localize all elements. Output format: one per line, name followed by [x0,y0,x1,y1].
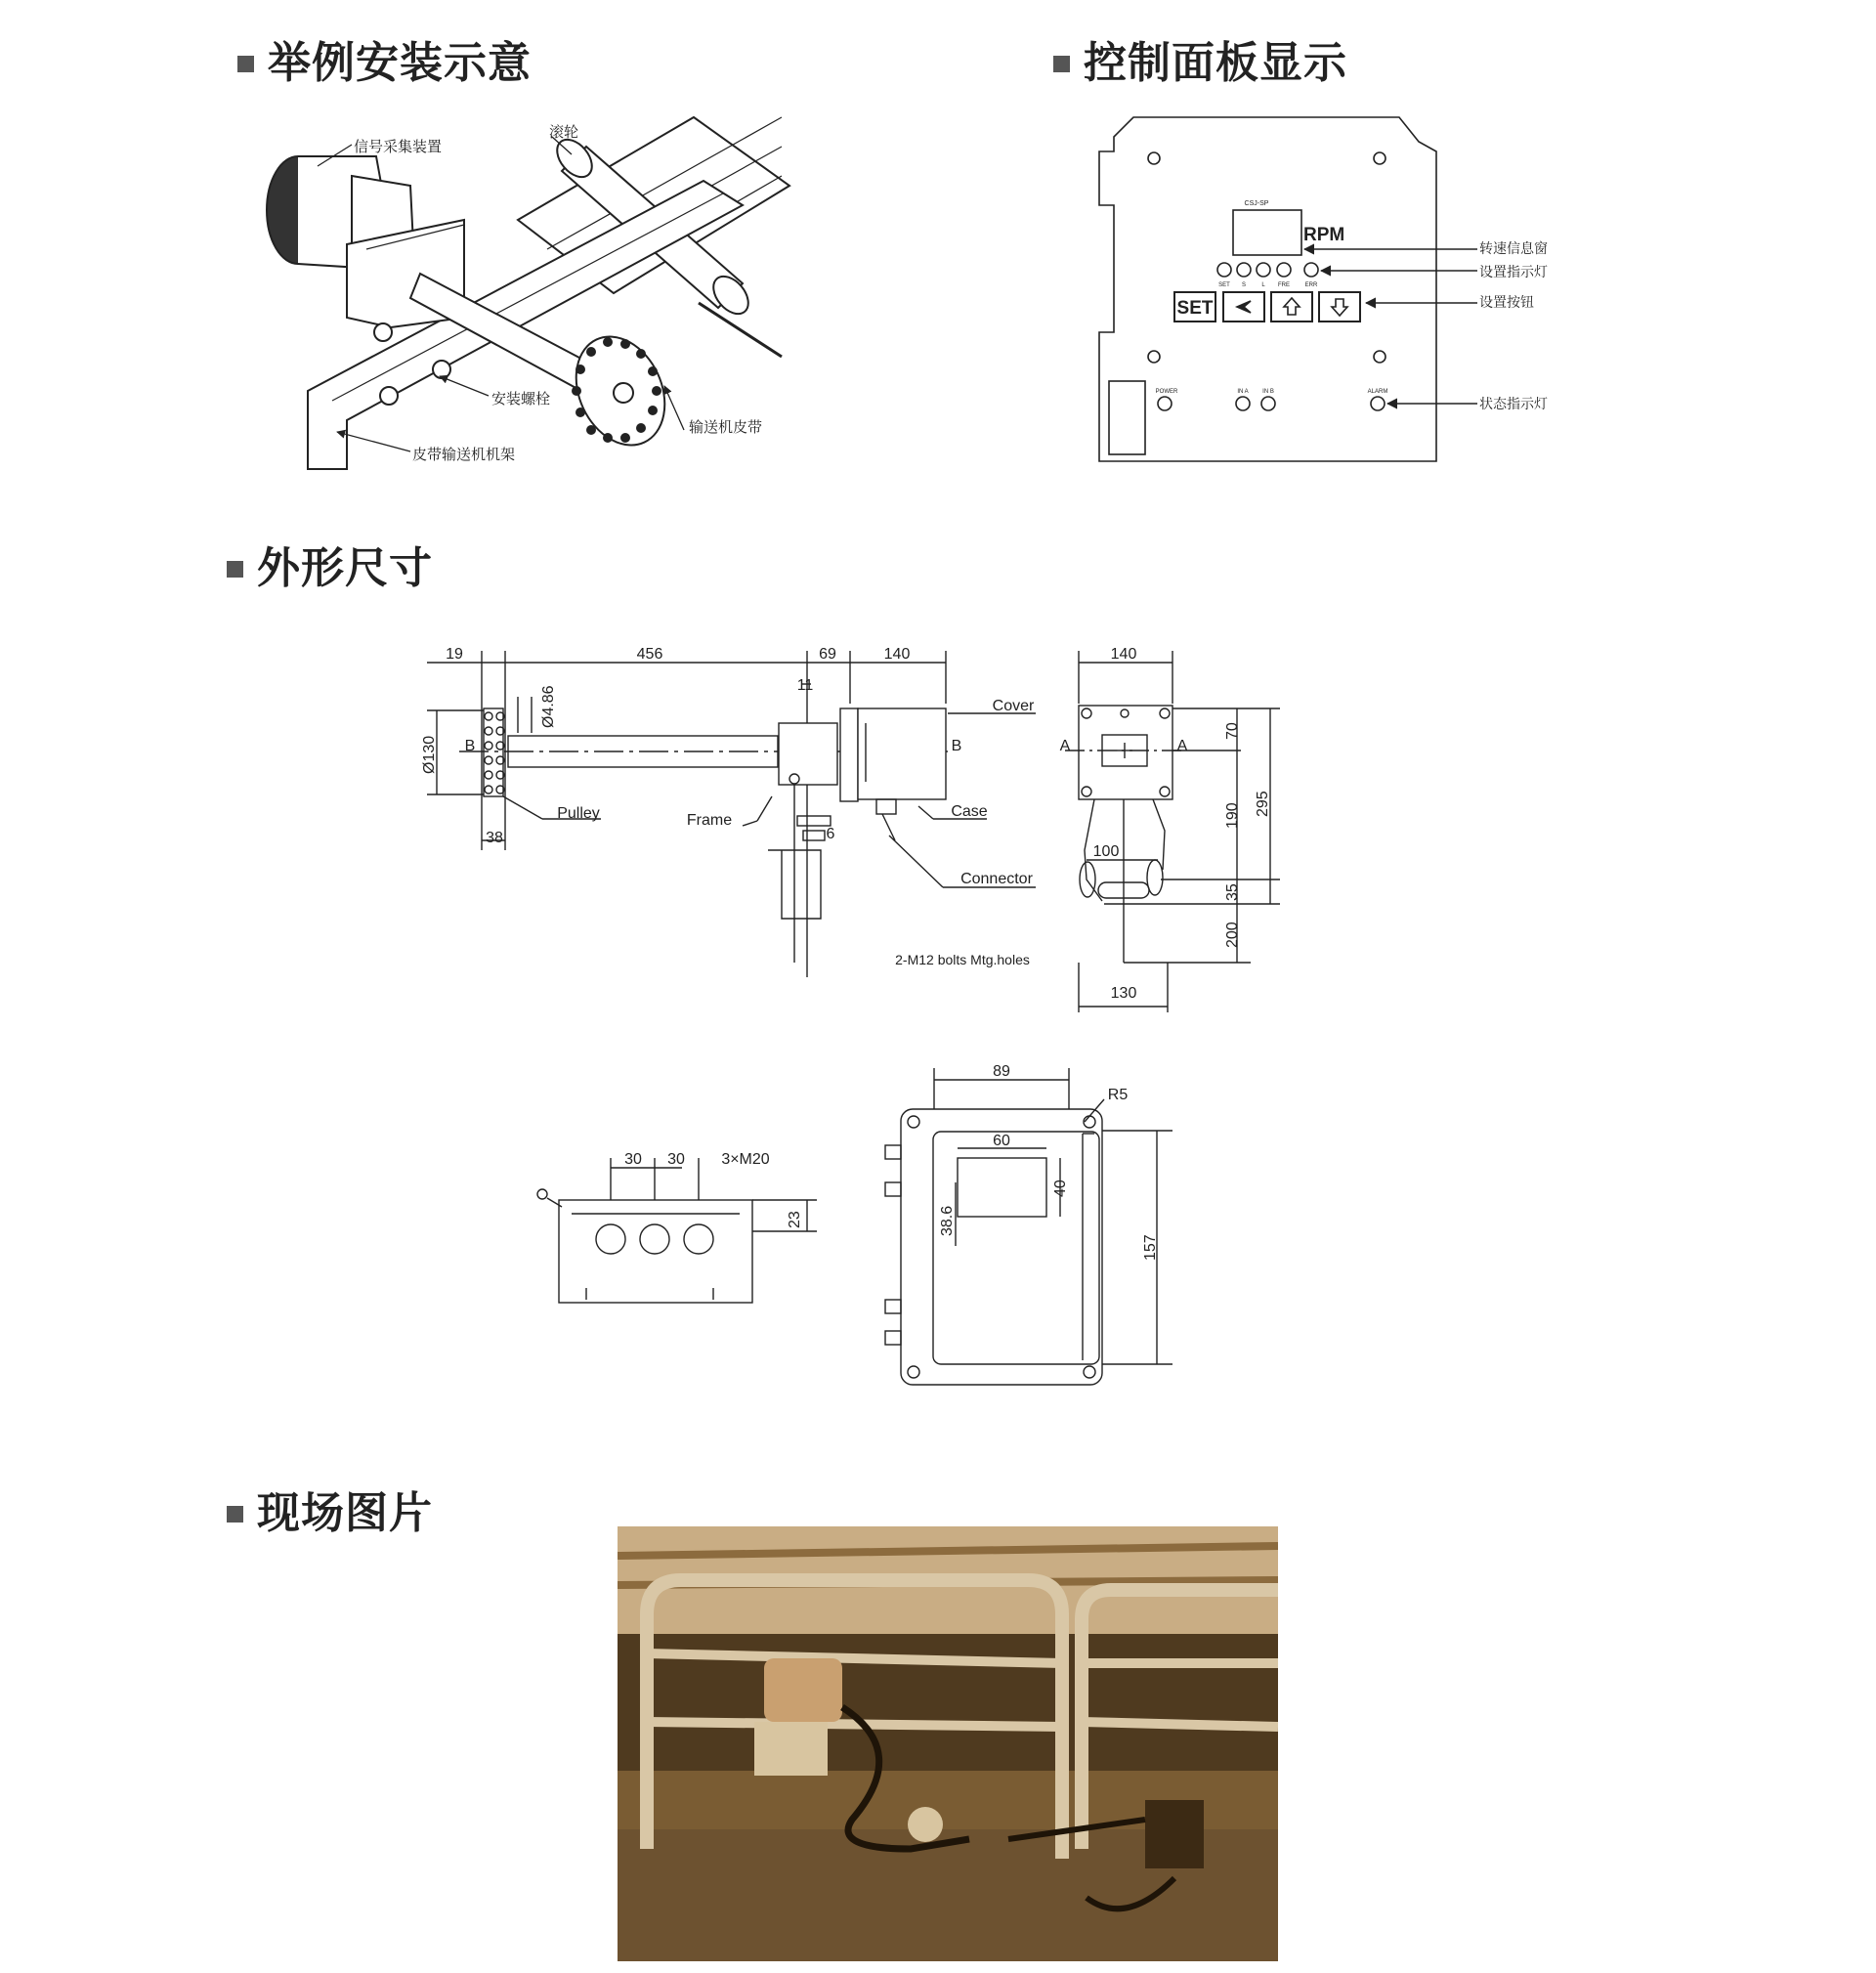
label-signal-device: 信号采集装置 [354,138,443,155]
dim-35: 35 [1224,883,1241,901]
section-marker-b: B [464,738,476,754]
status-led-label: POWER [1155,389,1178,395]
section-title-text: 举例安装示意 [268,38,532,88]
label-bolts: 2-M12 bolts Mtg.holes [895,952,1030,967]
front-view-drawing [1065,651,1280,1012]
label-bolt: 安装螺栓 [491,390,551,407]
callout-window: 转速信息窗 [1479,241,1548,257]
dim-38-6: 38.6 [939,1205,956,1236]
label-case: Case [951,803,988,820]
label-cover: Cover [992,698,1035,714]
callout-indicators: 设置指示灯 [1479,265,1548,280]
section-marker-a: A [1059,738,1071,754]
label-roller: 滚轮 [549,123,579,141]
led-label: SET [1218,282,1230,288]
label-connector: Connector [960,871,1033,887]
panel-rpm: RPM [1303,225,1345,245]
dim-phi486: Ø4.86 [540,685,557,728]
dim-60: 60 [993,1133,1010,1149]
dim-89: 89 [993,1063,1010,1080]
dim-40: 40 [1052,1180,1069,1197]
dim-100: 100 [1092,843,1120,860]
led-label: S [1241,282,1247,288]
dim-38: 38 [486,830,503,846]
led-label: L [1261,282,1265,288]
section-title-text: 现场图片 [257,1488,433,1538]
status-led-label: IN A [1237,389,1249,395]
section-title-text: 控制面板显示 [1084,38,1347,88]
site-photo-illustration [618,1526,1278,1961]
panel-model: CSJ-SP [1244,200,1269,207]
label-pulley: Pulley [557,805,600,822]
dim-200: 200 [1224,922,1241,948]
dim-6: 6 [826,826,835,842]
dim-69: 69 [819,646,836,663]
dim-m20: 3×M20 [721,1151,770,1168]
control-panel-drawing [1099,117,1477,461]
dim-70: 70 [1224,722,1241,740]
led-label: ERR [1304,282,1318,288]
install-illustration [267,117,789,469]
dim-140: 140 [883,646,911,663]
section-marker-a: A [1176,738,1188,754]
status-led-label: ALARM [1367,389,1388,395]
dim-30: 30 [667,1151,685,1168]
dim-11: 11 [796,677,814,694]
dim-140-front: 140 [1110,646,1137,663]
dim-130: 130 [1110,985,1137,1002]
dim-r5: R5 [1107,1087,1129,1103]
label-belt: 输送机皮带 [689,418,763,436]
label-frame-part: Frame [686,812,733,829]
status-led-label: IN B [1262,389,1274,395]
callout-buttons: 设置按钮 [1479,295,1534,311]
dim-30: 30 [624,1151,642,1168]
section-title-text: 外形尺寸 [257,543,433,593]
dim-157: 157 [1142,1234,1159,1261]
panel-set-button[interactable]: SET [1176,298,1214,319]
label-frame: 皮带输送机机架 [412,446,516,463]
dim-19: 19 [446,646,463,663]
enclosure-front-drawing [885,1068,1172,1385]
callout-status: 状态指示灯 [1479,397,1548,412]
dim-295: 295 [1255,791,1271,817]
enclosure-side-drawing [537,1158,817,1303]
dim-456: 456 [636,646,663,663]
dim-190: 190 [1224,802,1241,829]
site-photo [618,1526,1278,1961]
dim-23: 23 [787,1211,803,1228]
led-label: FRE [1278,282,1290,288]
dim-phi130: Ø130 [421,735,438,774]
section-marker-b: B [951,738,962,754]
